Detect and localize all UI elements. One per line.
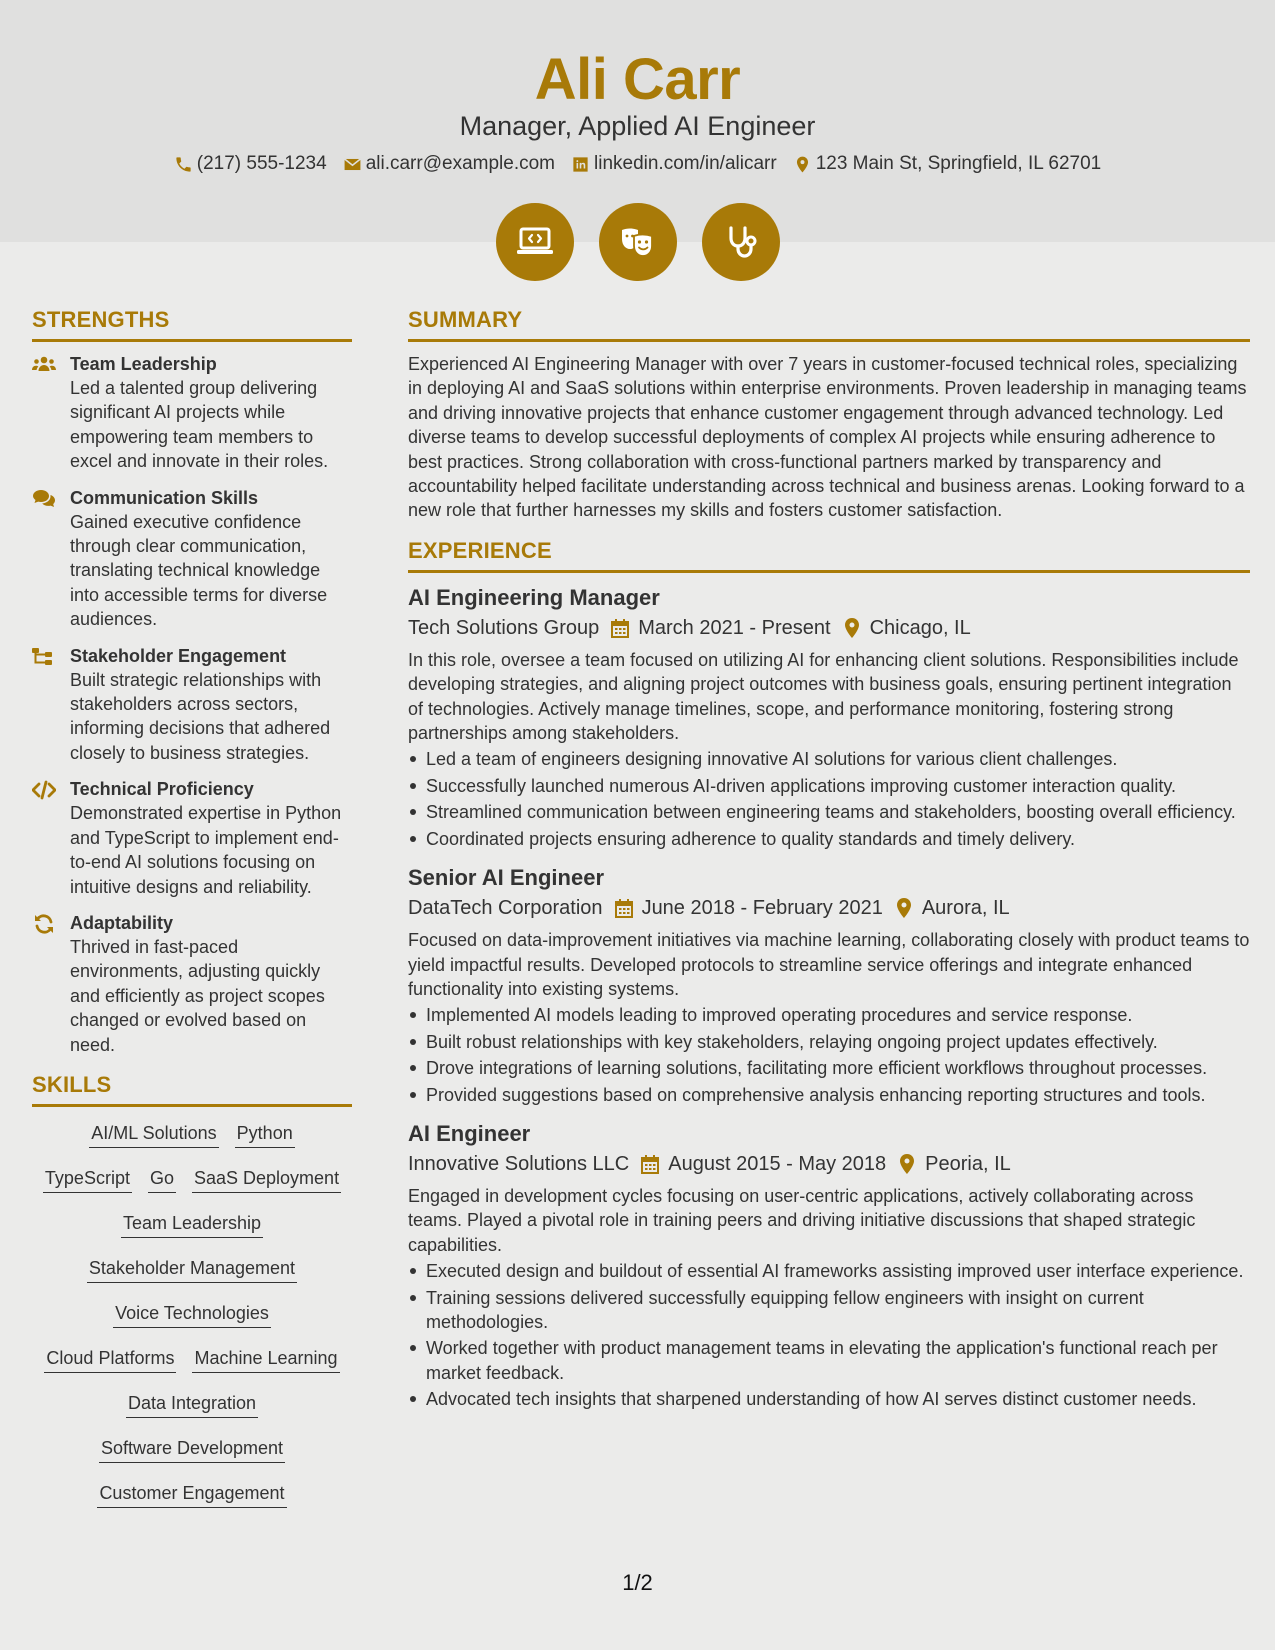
skill-tag: Data Integration	[126, 1391, 258, 1418]
strength-title: Stakeholder Engagement	[70, 645, 287, 666]
job-dates-group	[641, 1149, 886, 1179]
contact-email[interactable]	[343, 153, 555, 175]
strength-title: Communication Skills	[70, 487, 259, 508]
stethoscope-badge	[702, 203, 780, 281]
strength-item	[32, 644, 352, 766]
theater-masks-icon	[617, 221, 659, 263]
skill-row	[32, 1166, 352, 1211]
job-location: Peoria, IL	[925, 1152, 1011, 1175]
skill-row	[32, 1391, 352, 1436]
job-location: Aurora, IL	[921, 897, 1010, 920]
job-meta	[408, 1149, 1250, 1179]
skill-tag: Go	[148, 1166, 176, 1193]
job-entry	[408, 583, 1250, 851]
skill-tag: Python	[235, 1121, 295, 1148]
job-bullet: Coordinated projects ensuring adherence to quality standards and timely delivery.	[408, 827, 1250, 851]
skill-row	[32, 1121, 352, 1166]
job-company: Tech Solutions Group	[408, 616, 600, 639]
job-dates: March 2021 - Present	[638, 616, 831, 639]
job-entry	[408, 1119, 1250, 1412]
job-bullet: Worked together with product management teams in elevating the application's functional reach per market feedback.	[408, 1336, 1250, 1385]
calendar-icon	[641, 1154, 659, 1174]
location-icon	[793, 155, 812, 174]
strength-title: Team Leadership	[70, 354, 217, 374]
job-role: Senior AI Engineer	[408, 865, 605, 891]
candidate-name: Ali Carr	[534, 47, 741, 112]
email-icon	[343, 155, 362, 174]
skill-row	[32, 1256, 352, 1301]
job-role: AI Engineering Manager	[408, 584, 660, 610]
strength-title: Technical Proficiency	[70, 779, 254, 800]
contact-address	[793, 153, 1102, 175]
job-company: DataTech Corporation	[408, 897, 603, 920]
strength-description: Led a talented group delivering significant AI projects while empowering team members to excel and innovate in their roles.	[70, 378, 329, 472]
job-bullet: Built robust relationships with key stakeholders, relaying ongoing project updates effectively.	[408, 1030, 1250, 1054]
skill-tag: AI/ML Solutions	[89, 1121, 218, 1148]
chat-bubbles-icon	[32, 489, 56, 509]
phone-icon	[174, 155, 193, 174]
contact-linkedin[interactable]	[571, 153, 777, 175]
job-meta	[408, 613, 1250, 643]
job-description: Engaged in development cycles focusing on user-centric applications, actively collaborating across teams. Played a pivotal role in training peers and driving initiative discussions that shaped strategic capabilities.	[408, 1185, 1196, 1255]
strength-title: Adaptability	[70, 912, 174, 933]
strength-description: Demonstrated expertise in Python and TypeScript to implement end-to-end AI solutions focusing on intuitive designs and reliability.	[70, 803, 342, 897]
skills-heading: SKILLS	[32, 1071, 352, 1107]
theater-masks-badge	[599, 203, 677, 281]
calendar-icon	[615, 898, 633, 918]
job-bullet: Advocated tech insights that sharpened understanding of how AI serves distinct customer needs.	[408, 1387, 1250, 1411]
strength-item	[32, 911, 352, 1057]
skill-row	[32, 1436, 352, 1481]
job-bullets	[408, 1003, 1250, 1107]
job-location-group	[898, 1149, 1011, 1179]
phone-text: (217) 555-1234	[196, 153, 327, 174]
strengths-heading: STRENGTHS	[32, 306, 352, 342]
skill-tag: Customer Engagement	[97, 1481, 286, 1508]
job-dates: August 2015 - May 2018	[668, 1152, 887, 1175]
skill-tag: TypeScript	[43, 1166, 132, 1193]
linkedin-icon	[571, 155, 590, 174]
job-bullets	[408, 747, 1250, 851]
job-dates: June 2018 - February 2021	[641, 897, 883, 920]
job-bullet: Executed design and buildout of essential AI frameworks assisting improved user interface experience.	[408, 1259, 1250, 1283]
skill-row	[32, 1481, 352, 1526]
skill-tag: Machine Learning	[192, 1346, 339, 1373]
job-entry	[408, 863, 1250, 1107]
address-text: 123 Main St, Springfield, IL 62701	[815, 153, 1102, 174]
page-number: 1/2	[622, 1570, 653, 1595]
code-icon	[32, 780, 56, 800]
job-role: AI Engineer	[408, 1120, 531, 1146]
skill-tag: Stakeholder Management	[87, 1256, 297, 1283]
strength-description: Gained executive confidence through clear communication, translating technical knowledge into accessible terms for diverse audiences.	[70, 511, 328, 630]
job-title: Manager, Applied AI Engineer	[459, 111, 816, 141]
job-location-group	[895, 893, 1010, 923]
left-column	[32, 306, 352, 1526]
location-icon	[843, 618, 861, 638]
skill-row	[32, 1346, 352, 1391]
job-meta	[408, 893, 1250, 923]
experience-heading: EXPERIENCE	[408, 537, 1250, 573]
job-bullet: Streamlined communication between engineering teams and stakeholders, boosting overall efficiency.	[408, 800, 1250, 824]
location-icon	[898, 1154, 916, 1174]
job-bullet: Implemented AI models leading to improved operating procedures and service response.	[408, 1003, 1250, 1027]
email-text: ali.carr@example.com	[365, 153, 555, 174]
laptop-code-icon	[514, 221, 556, 263]
job-bullet: Provided suggestions based on comprehensive analysis enhancing reporting structures and tools.	[408, 1083, 1250, 1107]
job-location-group	[843, 613, 971, 643]
job-description: In this role, oversee a team focused on utilizing AI for enhancing client solutions. Responsibilities include developing strategies, and aligning project outcomes with business goals, ensuring pertinent integration of technologies. Actively manage timelines, scope, and performance monitoring, fostering strong partnerships among stakeholders.	[408, 649, 1239, 744]
job-bullets	[408, 1259, 1250, 1411]
contact-row	[0, 150, 1275, 178]
strength-description: Built strategic relationships with stakeholders across sectors, informing decisions that adhered closely to business strategies.	[70, 669, 331, 763]
strength-item	[32, 777, 352, 899]
skill-row	[32, 1211, 352, 1256]
sitemap-icon	[32, 647, 56, 667]
job-company: Innovative Solutions LLC	[408, 1152, 630, 1175]
skill-tag: Software Development	[99, 1436, 285, 1463]
skill-tag: Team Leadership	[121, 1211, 263, 1238]
strength-description: Thrived in fast-paced environments, adjusting quickly and efficiently as project scopes changed or evolved based on need.	[70, 936, 325, 1055]
skills-list	[32, 1121, 352, 1526]
users-icon	[32, 355, 56, 375]
laptop-code-badge	[496, 203, 574, 281]
calendar-icon	[611, 618, 629, 638]
strength-item	[32, 352, 352, 474]
right-column	[408, 306, 1250, 1424]
skill-row	[32, 1301, 352, 1346]
skill-tag: Voice Technologies	[113, 1301, 271, 1328]
summary-text: Experienced AI Engineering Manager with over 7 years in customer-focused technical roles, specializing in deploying AI and SaaS solutions within enterprise environments. Proven leadership in managing teams and driving innovative projects that enhance customer engagement through advanced technology. Led diverse teams to develop successful deployments of complex AI projects while ensuring adherence to best practices. Strong collaboration with cross-functional partners marked by transparency and accountability helped facilitate understanding across technical and business arenas. Looking forward to a new role that further harnesses my skills and fosters customer satisfaction.	[408, 354, 1247, 521]
job-bullet: Successfully launched numerous AI-driven applications improving customer interaction quality.	[408, 774, 1250, 798]
job-location: Chicago, IL	[869, 616, 971, 639]
stethoscope-icon	[720, 221, 762, 263]
job-dates-group	[615, 893, 883, 923]
job-description: Focused on data-improvement initiatives via machine learning, collaborating closely with product teams to yield impactful results. Developed protocols to streamline service offerings and integrate enhanced functionality into existing systems.	[408, 930, 1250, 999]
job-dates-group	[611, 613, 830, 643]
strength-item	[32, 486, 352, 632]
contact-phone[interactable]	[174, 153, 327, 175]
sync-icon	[32, 914, 56, 934]
linkedin-text: linkedin.com/in/alicarr	[594, 153, 777, 174]
skill-tag: Cloud Platforms	[44, 1346, 176, 1373]
skill-tag: SaaS Deployment	[192, 1166, 341, 1193]
experience-list	[408, 583, 1250, 1412]
job-bullet: Training sessions delivered successfully equipping fellow engineers with insight on current methodologies.	[408, 1286, 1250, 1335]
location-icon	[895, 898, 913, 918]
summary-heading: SUMMARY	[408, 306, 1250, 342]
job-bullet: Drove integrations of learning solutions, facilitating more efficient workflows throughout processes.	[408, 1056, 1250, 1080]
job-bullet: Led a team of engineers designing innovative AI solutions for various client challenges.	[408, 747, 1250, 771]
badge-row	[0, 203, 1275, 281]
